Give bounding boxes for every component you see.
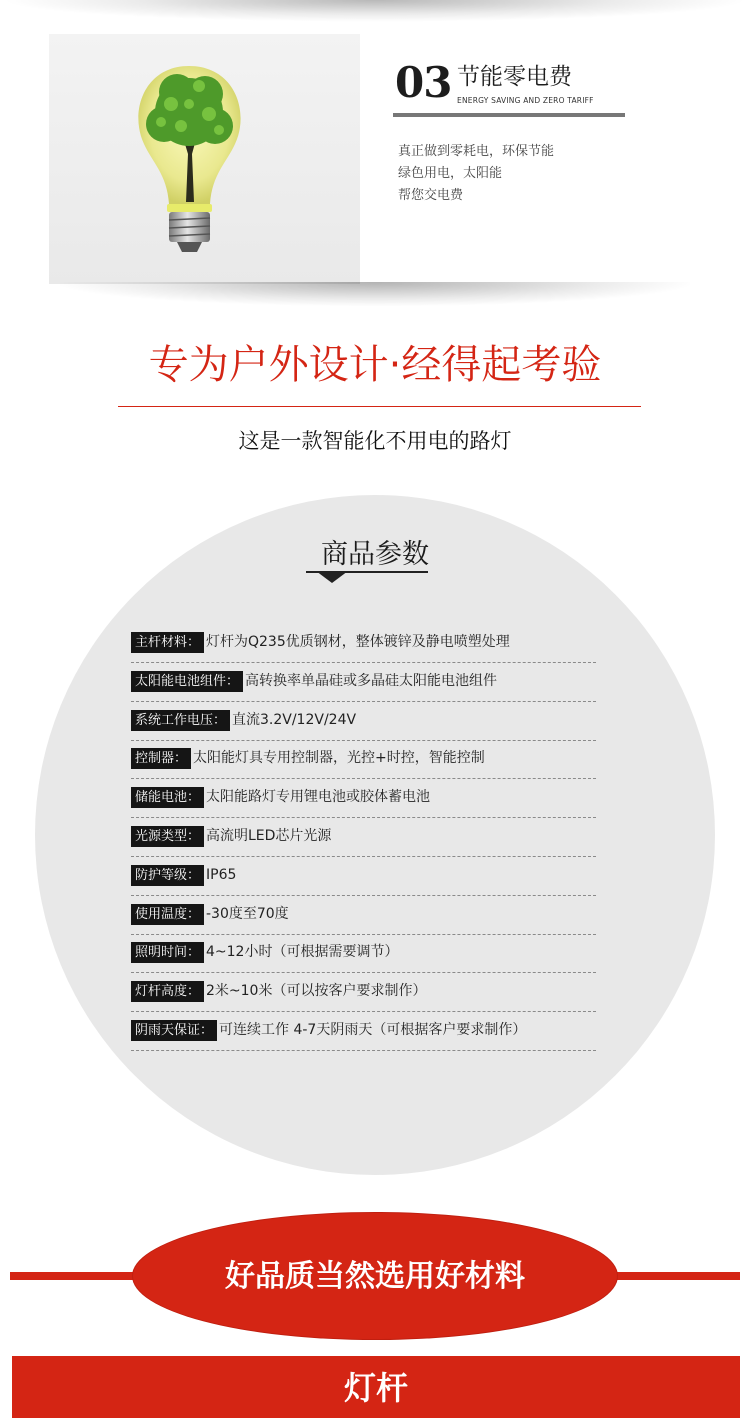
heading-divider [118,406,641,407]
spec-value: 2米~10米（可以按客户要求制作） [206,983,427,1000]
spec-label: 照明时间： [131,942,204,963]
spec-row [131,865,596,903]
spec-value: 灯杆为Q235优质钢材，整体镀锌及静电喷塑处理 [206,634,510,650]
spec-value: 4~12小时（可根据需要调节） [206,944,399,961]
tree-lightbulb-icon [49,34,360,284]
spec-row [131,1020,596,1058]
spec-label: 阴雨天保证： [131,1020,217,1041]
spec-value: 太阳能路灯专用锂电池或胶体蓄电池 [206,789,430,806]
spec-label: 主杆材料： [131,632,204,653]
spec-value: 高转换率单晶硅或多晶硅太阳能电池组件 [245,672,497,689]
feature-number: 03 [395,58,452,107]
spec-divider [131,740,596,741]
sub-heading: 这是一款智能化不用电的路灯 [238,429,512,453]
feature-desc-line: 真正做到零耗电，环保节能 [398,144,555,159]
feature-image [49,34,360,284]
spec-divider [131,1050,596,1051]
spec-row [131,632,596,670]
spec-label: 太阳能电池组件： [131,671,243,692]
spec-row [131,826,596,864]
feature-shadow [60,282,690,306]
spec-divider [131,972,596,973]
spec-label: 光源类型： [131,826,204,847]
spec-row [131,981,596,1019]
spec-label: 防护等级： [131,865,204,886]
spec-value: 高流明LED芯片光源 [206,828,332,844]
main-heading: 专为户外设计·经得起考验 [148,342,602,388]
spec-row [131,671,596,709]
spec-label: 储能电池： [131,787,204,808]
spec-value: 太阳能灯具专用控制器，光控+时控，智能控制 [193,750,485,767]
spec-label: 系统工作电压： [131,710,230,731]
feature-desc-line: 帮您交电费 [398,188,464,203]
spec-label: 使用温度： [131,904,204,925]
spec-row [131,942,596,980]
feature-subtitle: ENERGY SAVING AND ZERO TARIFF [457,96,594,105]
spec-value: -30度至70度 [206,905,289,922]
spec-divider [131,701,596,702]
spec-title: 商品参数 [321,539,429,570]
feature-divider [393,113,625,117]
spec-row [131,787,596,825]
spec-divider [131,662,596,663]
spec-value: IP65 [206,866,237,883]
feature-block [49,34,704,284]
spec-divider [131,817,596,818]
spec-divider [131,856,596,857]
spec-divider [131,1011,596,1012]
spec-value: 可连续工作 4-7天阴雨天（可根据客户要求制作） [219,1022,527,1038]
feature-title: 节能零电费 [457,64,572,90]
spec-title-pointer [316,571,348,583]
spec-label: 控制器： [131,748,191,769]
spec-divider [131,895,596,896]
section-bar-text: 灯杆 [343,1369,408,1407]
spec-label: 灯杆高度： [131,981,204,1002]
spec-row [131,748,596,786]
spec-row [131,710,596,748]
feature-desc-line: 绿色用电，太阳能 [398,166,503,181]
spec-row [131,904,596,942]
spec-value: 直流3.2V/12V/24V [232,711,357,728]
banner-oval-text: 好品质当然选用好材料 [225,1259,525,1294]
spec-divider [131,934,596,935]
spec-divider [131,778,596,779]
top-shadow [0,0,750,22]
feature-description [398,141,554,207]
